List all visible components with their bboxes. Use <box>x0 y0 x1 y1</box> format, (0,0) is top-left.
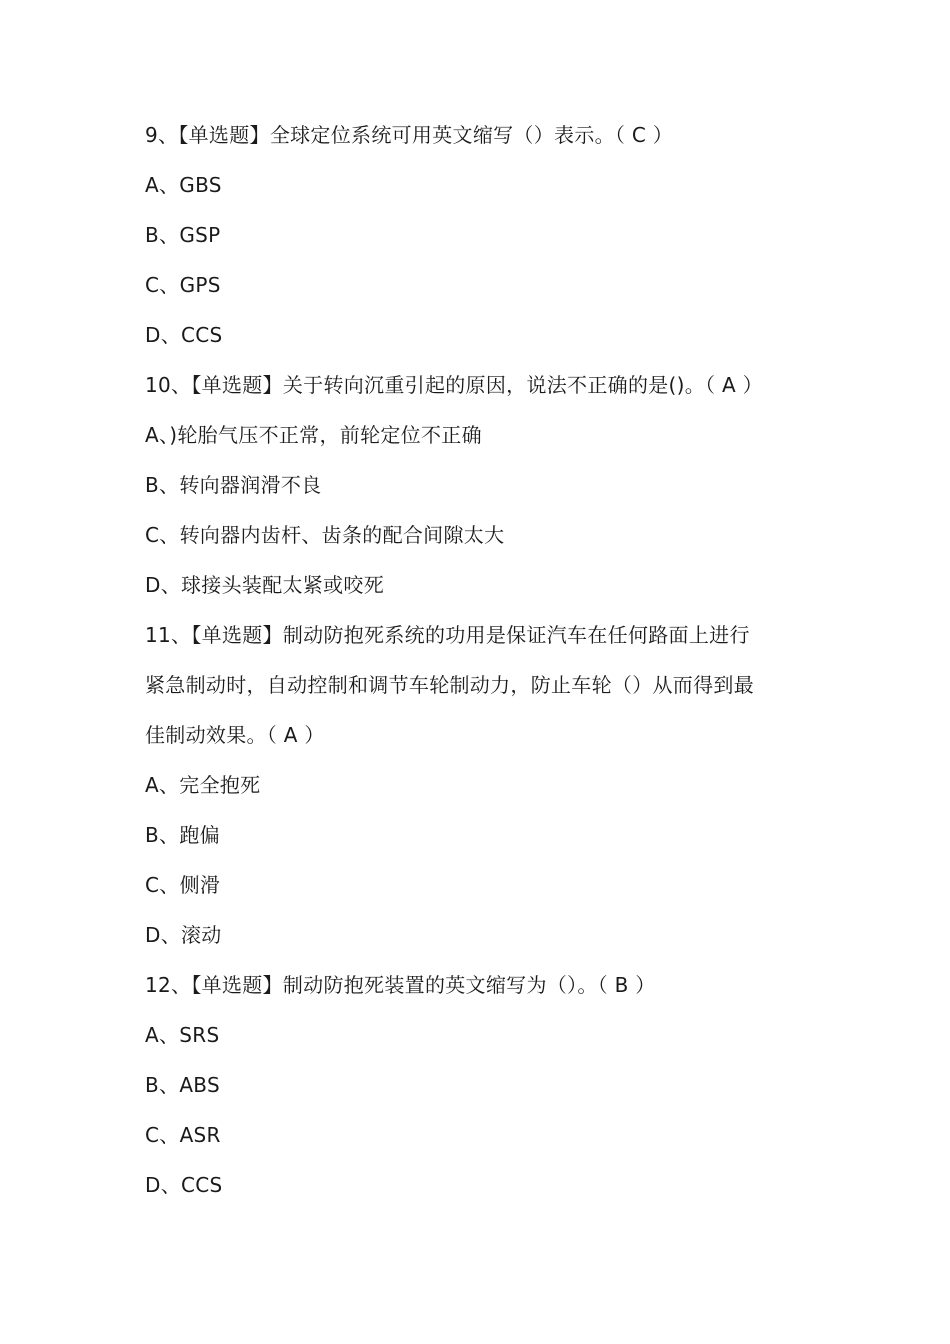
option-a: A、GBS <box>145 173 222 197</box>
question-text: 9、【单选题】全球定位系统可用英文缩写（）表示。（ C ） <box>145 123 674 147</box>
option-a: A、SRS <box>145 1023 220 1047</box>
option-c: C、转向器内齿杆、齿条的配合间隙太大 <box>145 523 505 547</box>
option-c: C、ASR <box>145 1123 221 1147</box>
question-11 <box>145 610 825 960</box>
option-b: B、跑偏 <box>145 823 220 847</box>
question-9 <box>145 110 825 360</box>
question-text-line-1: 11、【单选题】制动防抱死系统的功用是保证汽车在任何路面上进行 <box>145 623 750 647</box>
question-text-line-3: 佳制动效果。（ A ） <box>145 723 325 747</box>
option-d: D、球接头装配太紧或咬死 <box>145 573 385 597</box>
question-12 <box>145 960 825 1210</box>
option-d: D、CCS <box>145 323 223 347</box>
option-d: D、CCS <box>145 1173 223 1197</box>
question-10 <box>145 360 825 610</box>
option-c: C、侧滑 <box>145 873 221 897</box>
option-a: A、)轮胎气压不正常，前轮定位不正确 <box>145 423 482 447</box>
option-b: B、ABS <box>145 1073 220 1097</box>
document-page <box>145 110 825 1210</box>
question-text: 10、【单选题】关于转向沉重引起的原因，说法不正确的是()。（ A ） <box>145 373 763 397</box>
option-b: B、GSP <box>145 223 221 247</box>
option-d: D、滚动 <box>145 923 222 947</box>
option-a: A、完全抱死 <box>145 773 261 797</box>
option-b: B、转向器润滑不良 <box>145 473 322 497</box>
question-text-line-2: 紧急制动时，自动控制和调节车轮制动力，防止车轮（）从而得到最 <box>145 673 754 697</box>
option-c: C、GPS <box>145 273 221 297</box>
question-text: 12、【单选题】制动防抱死装置的英文缩写为（）。（ B ） <box>145 973 656 997</box>
